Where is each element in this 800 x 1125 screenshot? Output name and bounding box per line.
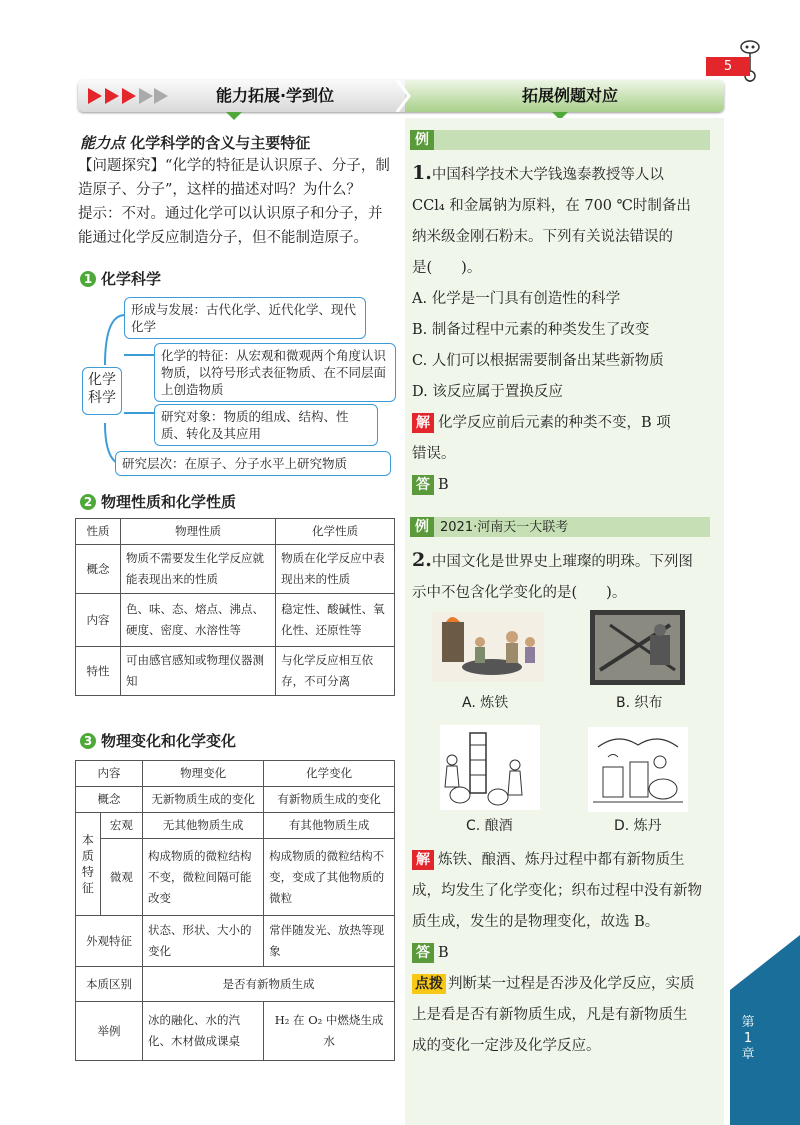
tip-line: 上是看是否有新物质生成，凡是有新物质生 [412, 1007, 688, 1023]
question-line: 【问题探究】“化学的特征是认识原子、分子，制 [78, 158, 390, 174]
topic-title: 化学科学 [101, 270, 162, 288]
answer-value: B [438, 945, 449, 961]
section-title [80, 132, 310, 153]
solution-line: 质生成，发生的是物理变化，故选 B。 [412, 914, 660, 930]
table-cell: 常伴随发光、放热等现象 [264, 916, 395, 967]
table-cell: 概念 [76, 787, 143, 813]
table-row [76, 813, 395, 839]
stem-line: 纳米级金刚石粉末。下列有关说法错误的 [412, 229, 673, 245]
table-row [76, 839, 395, 916]
header-right-title: 拓展例题对应 [521, 86, 618, 105]
table-cell: 本质区别 [76, 967, 143, 1002]
stem-line: 是( )。 [412, 260, 482, 276]
image-label-a: A. 炼铁 [462, 695, 509, 711]
ironmaking-image [432, 612, 544, 682]
option-a: A. 化学是一门具有创造性的科学 [412, 291, 621, 307]
example-tag: 例 [410, 130, 434, 150]
topic-number: 2 [80, 494, 96, 510]
section-title-text: 化学科学的含义与主要特征 [130, 134, 311, 152]
table-row [76, 787, 395, 813]
header-divider-chevron [395, 80, 411, 112]
table-header-cell: 化学性质 [276, 519, 395, 545]
table-cell: 稳定性、酸碱性、氧化性、还原性等 [276, 594, 395, 647]
mindmap-branch: 形成与发展：古代化学、近代化学、现代化学 [124, 297, 366, 339]
table-header-cell: 化学变化 [264, 761, 395, 787]
table-cell: 构成物质的微粒结构不变，微粒间隔可能改变 [143, 839, 264, 916]
table-cell: 举例 [76, 1002, 143, 1061]
example-source: 2021·河南天一大联考 [440, 520, 569, 535]
table-cell: 概念 [76, 545, 121, 594]
table-header-row [76, 761, 395, 787]
table-header-cell: 物理性质 [121, 519, 276, 545]
image-label-c: C. 酿酒 [466, 818, 513, 834]
table-cell: 有其他物质生成 [264, 813, 395, 839]
table-row [76, 545, 395, 594]
option-d: D. 该反应属于置换反应 [412, 384, 563, 400]
question-explore [78, 154, 396, 250]
answer-tag: 答 [412, 943, 434, 963]
mindmap-root: 化学 科学 [82, 367, 122, 415]
mindmap-branch: 化学的特征：从宏观和微观两个角度认识物质，以符号形式表征物质、在不同层面上创造物质 [154, 343, 396, 402]
image-label-d: D. 炼丹 [614, 818, 662, 834]
table-header-cell: 性质 [76, 519, 121, 545]
example-2-solution [412, 845, 712, 1062]
table-header-row [76, 519, 395, 545]
chapter-tab-label: 第1章 [741, 1015, 755, 1062]
stem-line: 中国科学技术大学钱逸泰教授等人以 [431, 167, 664, 183]
table-cell: 可由感官感知或物理仪器测知 [121, 647, 276, 696]
table-cell: 无新物质生成的变化 [143, 787, 264, 813]
table-cell: 本质特征 [76, 813, 101, 916]
topic-1-heading [80, 268, 161, 289]
table-row [76, 1002, 395, 1061]
table-row [76, 967, 395, 1002]
example-1-stem [412, 158, 712, 501]
topic-3-heading [80, 730, 236, 751]
table-cell: 物质在化学反应中表现出来的性质 [276, 545, 395, 594]
solution-line: 错误。 [412, 446, 456, 462]
weaving-image [590, 610, 685, 685]
topic-title: 物理性质和化学性质 [101, 493, 237, 511]
question-line: 提示：不对。通过化学可以认识原子和分子，并 [78, 206, 383, 222]
table-row [76, 647, 395, 696]
table-cell: 色、味、态、熔点、沸点、硬度、密度、水溶性等 [121, 594, 276, 647]
tip-line: 判断某一过程是否涉及化学反应，实质 [448, 976, 695, 992]
answer-tag: 答 [412, 475, 434, 495]
table-cell: 物质不需要发生化学反应就能表现出来的性质 [121, 545, 276, 594]
solution-tag: 解 [412, 850, 434, 870]
tip-tag: 点拨 [412, 974, 446, 994]
solution-line: 成，均发生了化学变化；织布过程中没有新物 [412, 883, 702, 899]
mindmap-branch: 研究层次：在原子、分子水平上研究物质 [115, 451, 391, 476]
option-b: B. 制备过程中元素的种类发生了改变 [412, 322, 650, 338]
table-row [76, 916, 395, 967]
table-cell: 冰的融化、水的汽化、木材做成课桌 [143, 1002, 264, 1061]
table-cell: 微观 [100, 839, 142, 916]
example-2-stem [412, 545, 712, 609]
table-cell: 构成物质的微粒结构不变，变成了其他物质的微粒 [264, 839, 395, 916]
question-line: 造原子、分子”，这样的描述对吗？为什么？ [78, 182, 361, 198]
topic-number: 1 [80, 271, 96, 287]
arrow-icons [88, 88, 168, 104]
alchemy-image [588, 727, 688, 812]
table-cell: 是否有新物质生成 [143, 967, 395, 1002]
down-triangle-icon [226, 112, 242, 120]
table-cell: 有新物质生成的变化 [264, 787, 395, 813]
option-c: C. 人们可以根据需要制备出某些新物质 [412, 353, 664, 369]
table-cell: 内容 [76, 594, 121, 647]
answer-value: B [438, 477, 449, 493]
question-line: 能通过化学反应制造分子，但不能制造原子。 [78, 230, 368, 246]
solution-tag: 解 [412, 413, 434, 433]
table-cell: 特性 [76, 647, 121, 696]
brewing-image [440, 725, 540, 810]
stem-line: 中国文化是世界史上璀璨的明珠。下列图 [431, 554, 693, 570]
stem-line: CCl₄ 和金属钠为原料，在 700 ℃时制备出 [412, 198, 691, 214]
page-number: 5 [706, 57, 750, 76]
table-cell: 与化学反应相互依存，不可分离 [276, 647, 395, 696]
table-header-cell: 物理变化 [143, 761, 264, 787]
topic-number: 3 [80, 733, 96, 749]
table-cell: 宏观 [100, 813, 142, 839]
stem-line: 示中不包含化学变化的是( )。 [412, 585, 627, 601]
changes-table [75, 760, 395, 1061]
example-2-tagbar [410, 517, 710, 537]
tip-line: 成的变化一定涉及化学反应。 [412, 1038, 601, 1054]
table-cell: 外观特征 [76, 916, 143, 967]
table-row [76, 594, 395, 647]
table-cell: 无其他物质生成 [143, 813, 264, 839]
table-cell: H₂ 在 O₂ 中燃烧生成水 [264, 1002, 395, 1061]
question-number: 2. [412, 549, 432, 571]
image-label-b: B. 织布 [616, 695, 663, 711]
mindmap-branch: 研究对象：物质的组成、结构、性质、转化及其应用 [154, 404, 378, 446]
properties-table [75, 518, 395, 696]
header-left-title: 能力拓展·学到位 [215, 86, 335, 105]
example-1-tagbar [410, 130, 710, 150]
table-cell: 状态、形状、大小的变化 [143, 916, 264, 967]
topic-2-heading [80, 491, 236, 512]
example-tag: 例 [410, 517, 434, 537]
table-header-cell: 内容 [76, 761, 143, 787]
topic-title: 物理变化和化学变化 [101, 732, 237, 750]
section-label: 能力点 [80, 134, 126, 152]
solution-line: 炼铁、酿酒、炼丹过程中都有新物质生 [438, 852, 685, 868]
solution-line: 化学反应前后元素的种类不变，B 项 [438, 415, 671, 431]
question-number: 1. [412, 162, 432, 184]
